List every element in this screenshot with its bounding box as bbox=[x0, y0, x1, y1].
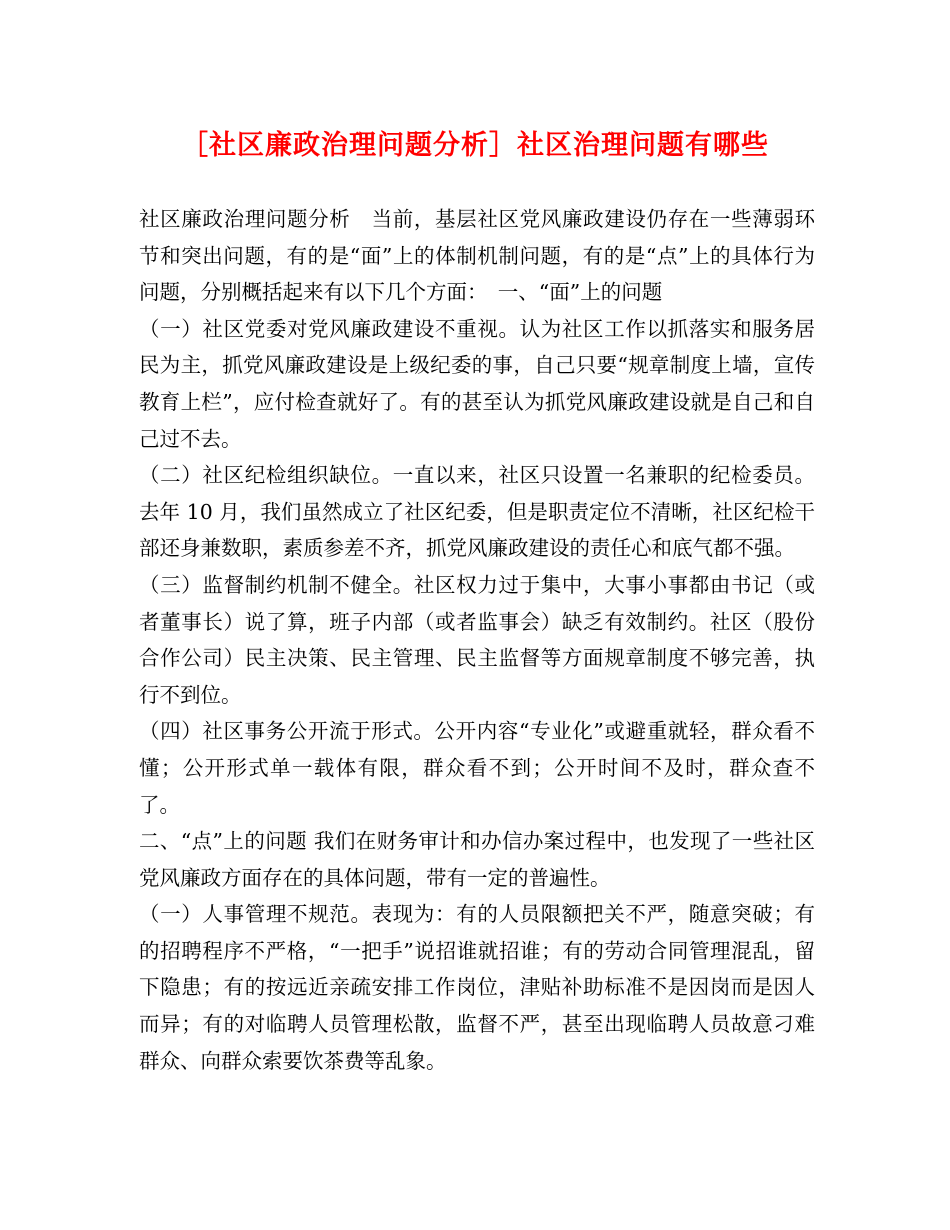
paragraph-item-3: （三）监督制约机制不健全。社区权力过于集中，大事小事都由书记（或者董事长）说了算，班子内部（或者监事会）缺乏有效制约。社区（股份合作公司）民主决策、民主管理、民主监督等方面规章制度不够完善，执行不到位。 bbox=[139, 572, 815, 707]
document-title: ［社区廉政治理问题分析］社区治理问题有哪些 bbox=[181, 130, 769, 161]
paragraph-section-2-item-1: （一）人事管理不规范。表现为：有的人员限额把关不严，随意突破；有的招聘程序不严格，“一把手”说招谁就招谁；有的劳动合同管理混乱，留下隐患；有的按远近亲疏安排工作岗位，津贴补助标准不是因岗而是因人而异；有的对临聘人员管理松散，监督不严，甚至出现临聘人员故意刁难群众、向群众索要饮茶费等乱象。 bbox=[139, 902, 815, 1073]
paragraph-section-2: 二、“点”上的问题 我们在财务审计和办信办案过程中，也发现了一些社区党风廉政方面存在的具体问题，带有一定的普遍性。 bbox=[139, 829, 815, 890]
document-body bbox=[139, 201, 815, 1079]
paragraph-item-1: （一）社区党委对党风廉政建设不重视。认为社区工作以抓落实和服务居民为主，抓党风廉政建设是上级纪委的事，自己只要“规章制度上墙，宣传教育上栏”，应付检查就好了。有的甚至认为抓党风廉政建设就是自己和自己过不去。 bbox=[139, 316, 815, 451]
paragraph-intro: 社区廉政治理问题分析 当前，基层社区党风廉政建设仍存在一些薄弱环节和突出问题，有的是“面”上的体制机制问题，有的是“点”上的具体行为问题，分别概括起来有以下几个方面： 一、“面”上的问题 bbox=[139, 207, 815, 305]
paragraph-item-4: （四）社区事务公开流于形式。公开内容“专业化”或避重就轻，群众看不懂；公开形式单一载体有限，群众看不到；公开时间不及时，群众查不了。 bbox=[139, 719, 815, 817]
paragraph-item-2: （二）社区纪检组织缺位。一直以来，社区只设置一名兼职的纪检委员。去年 10 月，我们虽然成立了社区纪委，但是职责定位不清晰，社区纪检干部还身兼数职，素质参差不齐，抓党风廉政建设的责任心和底气都不强。 bbox=[139, 463, 815, 561]
